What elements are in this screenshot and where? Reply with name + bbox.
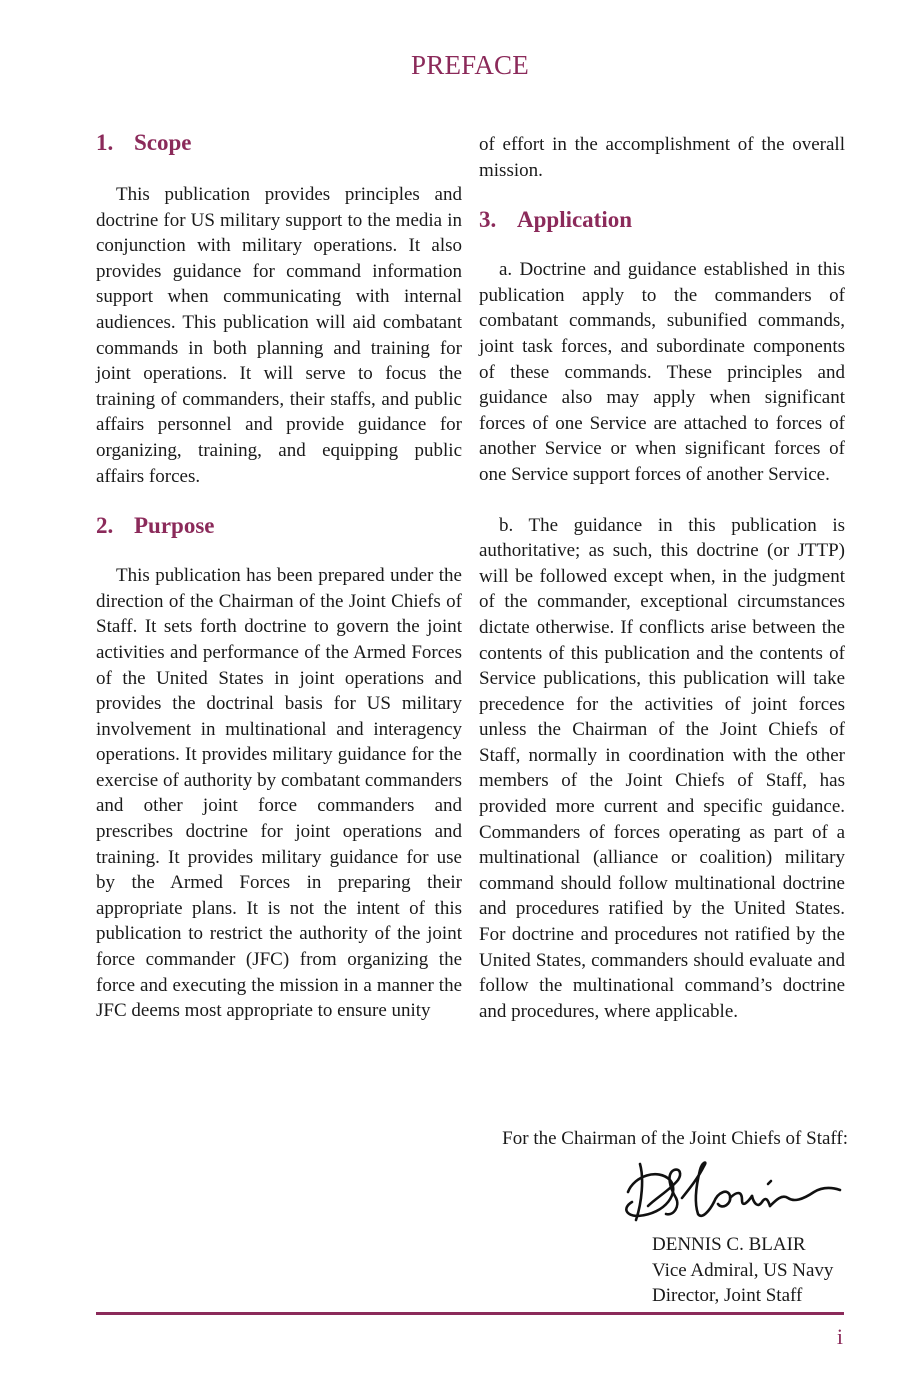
page-title: PREFACE xyxy=(411,50,529,80)
scope-paragraph: This publication provides principles and doctrine for US military support to the media in conjunction with military operations. It also provides guidance for command information support when communicating with internal audiences. This publication will aid combatant commands in both planning and training for joint operations. It will serve to focus the training of commanders, their staffs, and public affairs personnel and provide guidance for organizing, training, and equipping public affairs forces. xyxy=(96,184,462,487)
application-paragraph-b: b. The guidance in this publication is authoritative; as such, this doctrine (or JTTP) will be followed except when, in the judgment of the commander, exceptional circumstances dictate otherwise. If conflicts arise between the contents of this publication and the contents of Service publications, this publication will take precedence for the activities of joint forces unless the Chairman of the Joint Chiefs of Staff, normally in coordination with the other members of the Joint Chiefs of Staff, has provided more current and specific guidance. Commanders of forces operating as part of a multinational (alliance or coalition) military command should follow multinational doctrine and procedures ratified by the United States. For doctrine and procedures not ratified by the United States, commanders should evaluate and follow the multinational command’s doctrine and procedures, where applicable. xyxy=(479,514,845,1022)
application-paragraph-a: a. Doctrine and guidance established in this publication apply to the commanders of combatant commands, subunified commands, joint task forces, and subordinate components of these commands. These principles and guidance also may apply when significant forces of one Service are attached to forces of another Service or when significant forces of one Service support forces of another Service. xyxy=(479,259,845,485)
right-column xyxy=(479,132,845,1024)
application-heading xyxy=(479,205,845,235)
scope-number: 1. xyxy=(96,130,114,155)
signer-name: DENNIS C. BLAIR xyxy=(652,1234,806,1255)
signer-position: Director, Joint Staff xyxy=(652,1285,803,1307)
purpose-number: 2. xyxy=(96,513,114,539)
purpose-heading xyxy=(96,511,462,541)
signature-block xyxy=(468,1126,848,1152)
signature-for-line: For the Chairman of the Joint Chiefs of Staff: xyxy=(502,1128,848,1149)
scope-heading xyxy=(96,128,462,158)
purpose-heading-text: Purpose xyxy=(134,513,215,539)
purpose-paragraph: This publication has been prepared under the direction of the Chairman of the Joint Chiefs of Staff. It sets forth doctrine to govern the joint activities and performance of the Armed Forces of the United States in joint operations and provides the doctrinal basis for US military involvement in multinational and interagency operations. It provides military guidance for the exercise of authority by combatant commanders and other joint force commanders and prescribes doctrine for joint operations and training. It provides military guidance for use by the Armed Forces in preparing their appropriate plans. It is not the intent of this publication to restrict the authority of the joint force commander (JFC) from organizing the force and executing the mission in a manner the JFC deems most appropriate to ensure unity xyxy=(96,565,462,1022)
page-number: i xyxy=(836,1324,843,1349)
application-number: 3. xyxy=(479,207,497,233)
left-column xyxy=(96,128,462,1024)
purpose-paragraph-continuation: of effort in the accomplishment of the overall mission. xyxy=(479,134,845,181)
handwritten-signature xyxy=(618,1158,844,1230)
scope-heading-text: Scope xyxy=(134,130,192,155)
signer-block xyxy=(652,1232,833,1309)
application-heading-text: Application xyxy=(517,207,633,233)
footer-rule xyxy=(96,1312,844,1315)
signer-rank: Vice Admiral, US Navy xyxy=(652,1259,834,1281)
